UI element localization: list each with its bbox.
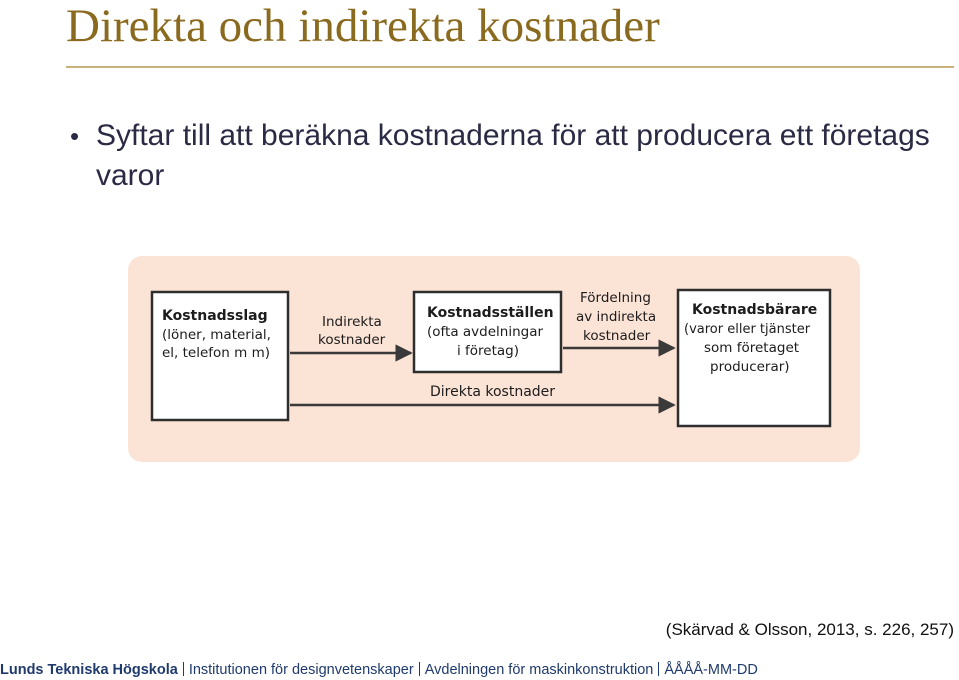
citation: (Skärvad & Olsson, 2013, s. 226, 257) (665, 620, 954, 639)
box-kostnadsstallen-title: Kostnadsställen (427, 305, 554, 321)
arrow-indirekta-label1: Indirekta (322, 314, 382, 330)
bullet-dot-icon: • (70, 121, 80, 151)
box-kostnadsslag-line1: (löner, material, (162, 327, 271, 343)
box-kostnadsbarare-line2: som företaget (704, 340, 800, 356)
box-kostnadsslag-title: Kostnadsslag (162, 308, 268, 324)
footer-dept: Institutionen för designvetenskaper (188, 662, 414, 678)
arrow-fordelning-label1: Fördelning (580, 290, 651, 306)
footer-org: Lunds Tekniska Högskola (0, 662, 178, 678)
footer-separator (419, 662, 420, 676)
box-kostnadsstallen-line2: i företag) (457, 343, 520, 359)
title-divider (66, 66, 954, 68)
slide-title: Direkta och indirekta kostnader (66, 0, 660, 52)
footer-date: ÅÅÅÅ-MM-DD (664, 662, 758, 678)
bullet-point (70, 116, 930, 196)
arrow-indirekta-label2: kostnader (318, 332, 386, 348)
footer-separator (183, 662, 184, 676)
box-kostnadsbarare-line1: (varor eller tjänster (684, 322, 811, 337)
box-kostnadsslag-line2: el, telefon m m) (162, 345, 271, 361)
footer-division: Avdelningen för maskinkonstruktion (424, 662, 654, 678)
box-kostnadsstallen-line1: (ofta avdelningar (427, 324, 544, 340)
arrow-direkta-label: Direkta kostnader (430, 384, 556, 400)
cost-flow-diagram (128, 228, 863, 468)
bullet-text: Syftar till att beräkna kostnaderna för att producera ett företags varor (96, 119, 930, 192)
box-kostnadsbarare-title: Kostnadsbärare (692, 302, 818, 318)
footer (0, 660, 959, 680)
box-kostnadsbarare-line3: producerar) (710, 359, 790, 375)
footer-separator (658, 662, 659, 676)
arrow-fordelning-label3: kostnader (583, 328, 651, 344)
arrow-fordelning-label2: av indirekta (576, 309, 657, 325)
